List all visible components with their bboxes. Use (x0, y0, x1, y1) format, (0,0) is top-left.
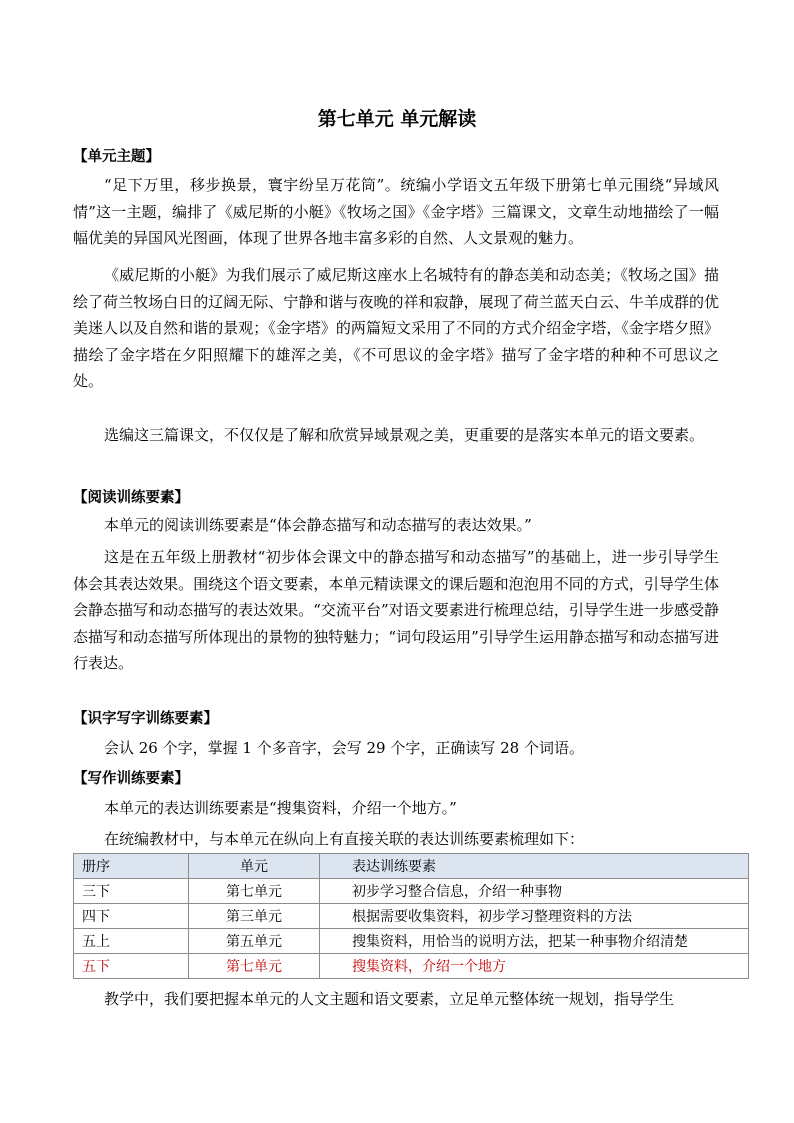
header-element: 表达训练要素 (320, 854, 749, 879)
cell-element: 搜集资料，用恰当的说明方法，把某一种事物介绍清楚 (320, 929, 749, 954)
heading-theme: 【单元主题】 (73, 149, 160, 165)
theme-paragraph-3: 选编这三篇课文，不仅仅是了解和欣赏异域景观之美，更重要的是落实本单元的语文要素。 (104, 426, 705, 444)
heading-literacy: 【识字写字训练要素】 (73, 711, 218, 727)
cell-unit: 第三单元 (189, 904, 320, 929)
table-row (74, 904, 749, 929)
writing-elements-table (73, 853, 749, 979)
theme-paragraph-2: 《威尼斯的小艇》为我们展示了威尼斯这座水上名城特有的静态美和动态美；《牧场之国》描绘了荷兰牧场白日的辽阔无际、宁静和谐与夜晚的祥和寂静，展现了荷兰蓝天白云、牛羊成群的优美迷人以及自然和谐的景观；《金字塔》的两篇短文采用了不同的方式介绍金字塔，《金字塔夕照》描绘了金字塔在夕阳照耀下的雄浑之美，《不可思议的金字塔》描写了金字塔的种种不可思议之处。 (73, 266, 719, 391)
heading-reading: 【阅读训练要素】 (73, 490, 189, 506)
reading-paragraph-2: 这是在五年级上册教材“初步体会课文中的静态描写和动态描写”的基础上，进一步引导学生体会其表达效果。围绕这个语文要素，本单元精读课文的课后题和泡泡用不同的方式，引导学生体会静态描写和动态描写的表达效果。“交流平台”对语文要素进行梳理总结，引导学生进一步感受静态描写和动态描写所体现出的景物的独特魅力；“词句段运用”引导学生运用静态描写和动态描写进行表达。 (73, 548, 719, 673)
cell-element: 根据需要收集资料，初步学习整理资料的方法 (320, 904, 749, 929)
header-grade: 册序 (74, 854, 189, 879)
cell-grade: 四下 (74, 904, 189, 929)
cell-grade: 三下 (74, 879, 189, 904)
cell-grade: 五下 (74, 954, 189, 979)
table-row-highlighted (74, 954, 749, 979)
cell-element: 初步学习整合信息，介绍一种事物 (320, 879, 749, 904)
writing-line-1: 本单元的表达训练要素是“搜集资料，介绍一个地方。” (104, 799, 457, 817)
literacy-line: 会认 26 个字，掌握 1 个多音字，会写 29 个字，正确读写 28 个词语。 (104, 739, 584, 757)
closing-line: 教学中，我们要把握本单元的人文主题和语文要素，立足单元整体统一规划，指导学生 (104, 990, 675, 1008)
cell-element: 搜集资料，介绍一个地方 (320, 954, 749, 979)
cell-unit: 第七单元 (189, 879, 320, 904)
writing-line-2: 在统编教材中，与本单元在纵向上有直接关联的表达训练要素梳理如下： (104, 830, 585, 848)
cell-unit: 第七单元 (189, 954, 320, 979)
table-row (74, 879, 749, 904)
reading-paragraph-1: 本单元的阅读训练要素是“体会静态描写和动态描写的表达效果。” (104, 516, 532, 534)
header-unit: 单元 (189, 854, 320, 879)
table-header-row (74, 854, 749, 879)
heading-writing: 【写作训练要素】 (73, 771, 189, 787)
cell-unit: 第五单元 (189, 929, 320, 954)
theme-paragraph-1: “足下万里，移步换景，寰宇纷呈万花筒”。统编小学语文五年级下册第七单元围绕“异域风情”这一主题，编排了《威尼斯的小艇》《牧场之国》《金字塔》三篇课文，文章生动地描绘了一幅幅优美的异国风光图画，体现了世界各地丰富多彩的自然、人文景观的魅力。 (73, 176, 719, 248)
cell-grade: 五上 (74, 929, 189, 954)
table-row (74, 929, 749, 954)
page-title: 第七单元 单元解读 (317, 108, 477, 130)
